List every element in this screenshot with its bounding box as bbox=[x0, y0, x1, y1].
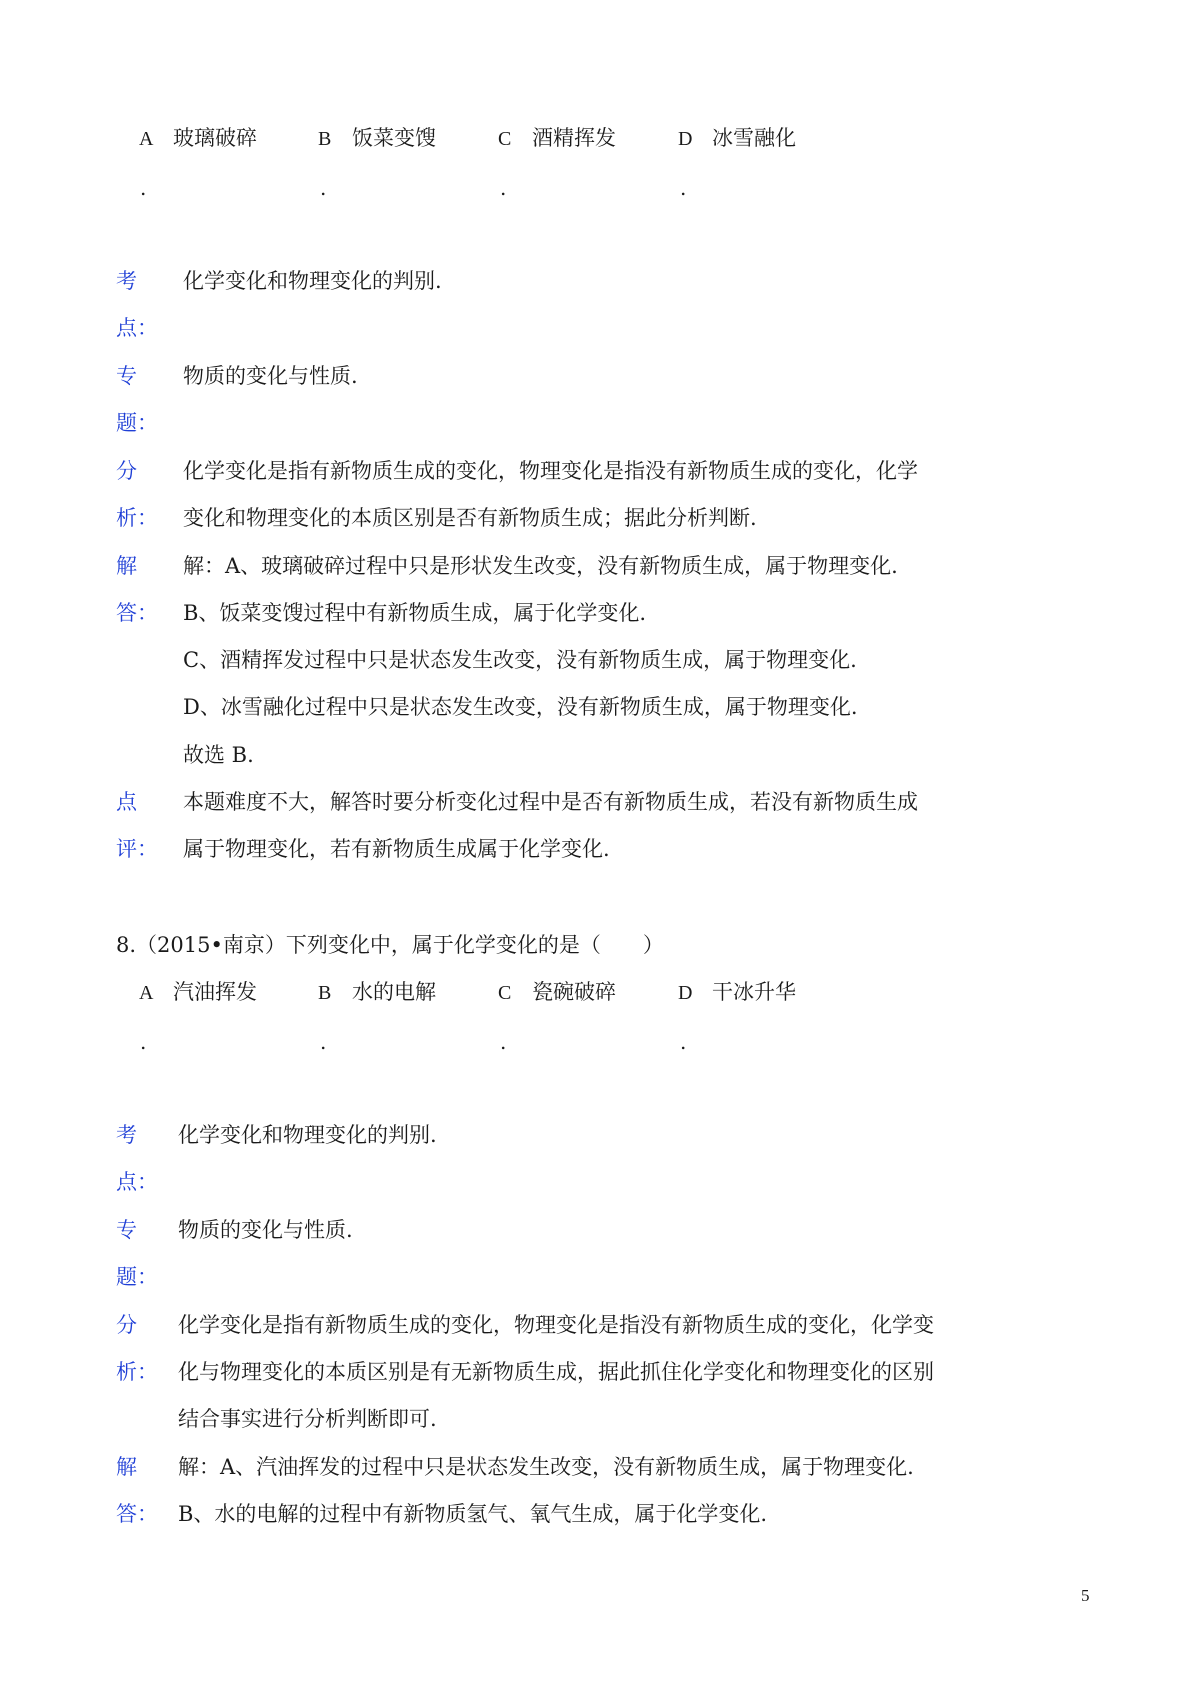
q7-option-b-text: 饭菜变馊 bbox=[352, 126, 436, 150]
q8-kaodian-label-1: 考 bbox=[116, 1123, 137, 1147]
q8-kaodian-text: 化学变化和物理变化的判别. bbox=[178, 1123, 437, 1147]
q7-fenxi-line-1: 化学变化是指有新物质生成的变化，物理变化是指没有新物质生成的变化，化学 bbox=[183, 459, 918, 483]
q8-option-d-letter: D bbox=[678, 982, 693, 1004]
q7-option-c-dot: . bbox=[500, 176, 507, 200]
q8-jieda-label-1: 解 bbox=[116, 1455, 137, 1479]
q7-option-b-letter: B bbox=[318, 128, 332, 150]
q7-jieda-line-3: C、酒精挥发过程中只是状态发生改变，没有新物质生成，属于物理变化. bbox=[183, 648, 857, 672]
q8-fenxi-line-2: 化与物理变化的本质区别是有无新物质生成，据此抓住化学变化和物理变化的区别 bbox=[178, 1360, 934, 1384]
q8-kaodian-label-2: 点： bbox=[116, 1170, 158, 1194]
q8-jieda-line-1: 解：A、汽油挥发的过程中只是状态发生改变，没有新物质生成，属于物理变化. bbox=[178, 1455, 914, 1479]
q8-jieda-line-2: B、水的电解的过程中有新物质氢气、氧气生成，属于化学变化. bbox=[178, 1502, 768, 1526]
q7-option-d-dot: . bbox=[680, 176, 687, 200]
q8-option-d-text: 干冰升华 bbox=[712, 980, 796, 1004]
q8-option-c-dot: . bbox=[500, 1030, 507, 1054]
q8-option-a-text: 汽油挥发 bbox=[173, 980, 257, 1004]
q7-jieda-line-5: 故选 B. bbox=[183, 743, 254, 767]
q8-option-b-letter: B bbox=[318, 982, 332, 1004]
q8-fenxi-label-2: 析： bbox=[116, 1360, 158, 1384]
q7-fenxi-label-2: 析： bbox=[116, 506, 158, 530]
q8-option-a-letter: A bbox=[139, 982, 154, 1004]
q7-dianping-line-1: 本题难度不大，解答时要分析变化过程中是否有新物质生成，若没有新物质生成 bbox=[183, 790, 918, 814]
q7-kaodian-label-1: 考 bbox=[116, 269, 137, 293]
q8-fenxi-line-3: 结合事实进行分析判断即可. bbox=[178, 1407, 437, 1431]
q8-option-b-text: 水的电解 bbox=[352, 980, 436, 1004]
q7-fenxi-label-1: 分 bbox=[116, 459, 137, 483]
q8-fenxi-line-1: 化学变化是指有新物质生成的变化，物理变化是指没有新物质生成的变化，化学变 bbox=[178, 1313, 934, 1337]
q7-zhuanti-label-2: 题： bbox=[116, 411, 158, 435]
q7-jieda-label-1: 解 bbox=[116, 554, 137, 578]
q7-option-c-text: 酒精挥发 bbox=[532, 126, 616, 150]
q7-jieda-line-2: B、饭菜变馊过程中有新物质生成，属于化学变化. bbox=[183, 601, 647, 625]
q8-zhuanti-text: 物质的变化与性质. bbox=[178, 1218, 353, 1242]
q8-option-d-dot: . bbox=[680, 1030, 687, 1054]
q7-dianping-label-1: 点 bbox=[116, 790, 137, 814]
q8-question: 8.（2015•南京）下列变化中，属于化学变化的是（ ） bbox=[116, 933, 664, 957]
q7-option-c-letter: C bbox=[498, 128, 512, 150]
q8-jieda-label-2: 答： bbox=[116, 1502, 158, 1526]
q7-zhuanti-text: 物质的变化与性质. bbox=[183, 364, 358, 388]
q7-jieda-line-1: 解：A、玻璃破碎过程中只是形状发生改变，没有新物质生成，属于物理变化. bbox=[183, 554, 898, 578]
q7-fenxi-line-2: 变化和物理变化的本质区别是否有新物质生成；据此分析判断. bbox=[183, 506, 757, 530]
q8-zhuanti-label-1: 专 bbox=[116, 1218, 137, 1242]
q8-option-c-text: 瓷碗破碎 bbox=[532, 980, 616, 1004]
q7-kaodian-label-2: 点： bbox=[116, 316, 158, 340]
page-number: 5 bbox=[1081, 1586, 1090, 1605]
q7-dianping-label-2: 评： bbox=[116, 837, 158, 861]
q7-option-a-letter: A bbox=[139, 128, 154, 150]
q8-option-b-dot: . bbox=[320, 1030, 327, 1054]
q7-option-a-dot: . bbox=[140, 176, 147, 200]
q7-kaodian-text: 化学变化和物理变化的判别. bbox=[183, 269, 442, 293]
q8-fenxi-label-1: 分 bbox=[116, 1313, 137, 1337]
q8-option-a-dot: . bbox=[140, 1030, 147, 1054]
q7-option-d-text: 冰雪融化 bbox=[712, 126, 796, 150]
q8-zhuanti-label-2: 题： bbox=[116, 1265, 158, 1289]
q7-jieda-label-2: 答： bbox=[116, 601, 158, 625]
q7-dianping-line-2: 属于物理变化，若有新物质生成属于化学变化. bbox=[183, 837, 610, 861]
q7-zhuanti-label-1: 专 bbox=[116, 364, 137, 388]
q8-option-c-letter: C bbox=[498, 982, 512, 1004]
q7-option-d-letter: D bbox=[678, 128, 693, 150]
q7-option-b-dot: . bbox=[320, 176, 327, 200]
q7-option-a-text: 玻璃破碎 bbox=[173, 126, 257, 150]
q7-jieda-line-4: D、冰雪融化过程中只是状态发生改变，没有新物质生成，属于物理变化. bbox=[183, 695, 858, 719]
